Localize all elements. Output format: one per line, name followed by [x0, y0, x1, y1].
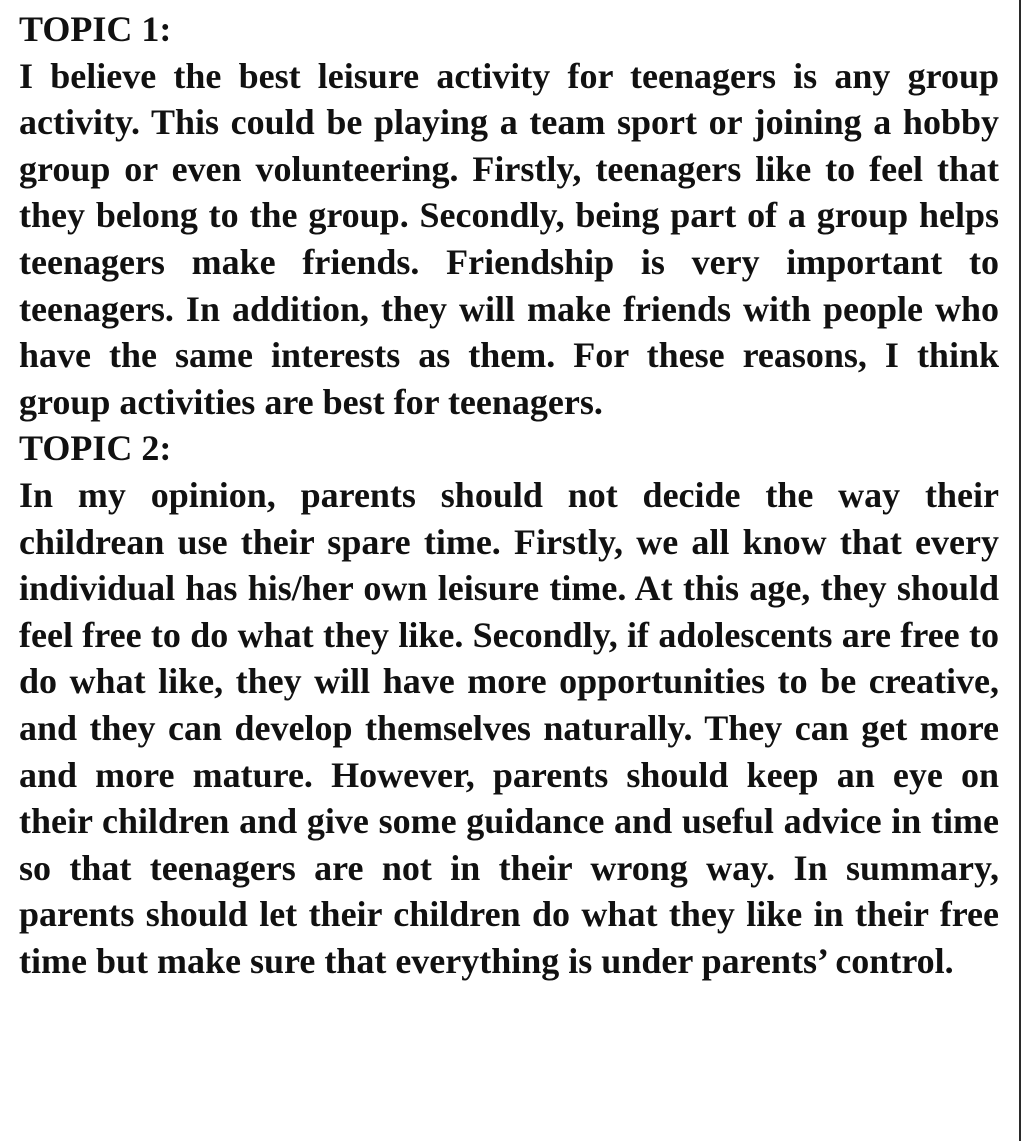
topic-2-paragraph: In my opinion, parents should not decide the way their childrean use their spare time. Firstly, we all know that every individual has his/her own leisure time. At this age, they should feel free to do what they like. Secondly, if adolescents are free to do what like, they will have more opportunities to be creative, and they can develop themselves naturally. They can get more and more mature. However, parents should keep an eye on their children and give some guidance and useful advice in time so that teenagers are not in their wrong way. In summary, parents should let their children do what they like in their free time but make sure that everything is under parents’ control.	[19, 474, 999, 981]
topic-2-heading: TOPIC 2:	[19, 428, 172, 469]
topic-1-paragraph: I believe the best leisure activity for teenagers is any group activity. This could be playing a team sport or joining a hobby group or even volunteering. Firstly, teenagers like to feel that they belong to the group. Secondly, being part of a group helps teenagers make friends. Friendship is very important to teenagers. In addition, they will make friends with people who have the same interests as them. For these reasons, I think group activities are best for teenagers.	[19, 55, 999, 422]
topic-1-heading: TOPIC 1:	[19, 9, 172, 49]
page-right-border	[1019, 0, 1021, 1141]
document-content	[19, 6, 999, 984]
